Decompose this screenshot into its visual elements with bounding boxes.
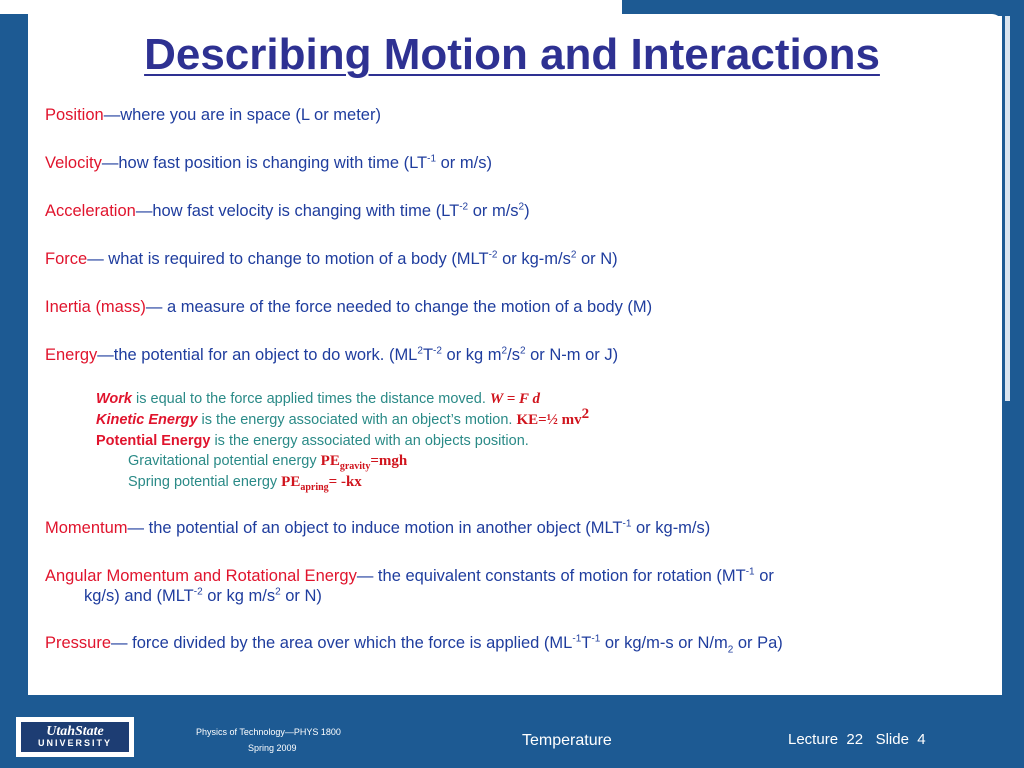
definition: —how fast position is changing with time (LT — [101, 154, 428, 172]
exponent: -2 — [433, 345, 442, 357]
definition: — the potential of an object to induce motion in another object (MLT — [127, 519, 623, 537]
formula: PE — [281, 474, 301, 490]
term: Force — [45, 250, 88, 268]
definition: is equal to the force applied times the distance moved. — [132, 391, 490, 407]
item-momentum — [45, 519, 710, 538]
formula: =mgh — [370, 453, 408, 469]
definition: or — [754, 567, 774, 585]
definition: —how fast velocity is changing with time (LT — [135, 202, 460, 220]
formula: PE — [320, 453, 340, 469]
exponent: -1 — [745, 566, 755, 578]
university-logo — [14, 715, 136, 759]
definition: or kg/m-s or N/m — [600, 634, 728, 652]
definition: or N) — [280, 587, 322, 605]
slide-number — [788, 731, 926, 748]
exponent: -2 — [459, 201, 469, 213]
exponent: -1 — [591, 633, 601, 645]
logo-plate — [21, 722, 129, 752]
formula: = -kx — [328, 474, 362, 490]
formula: KE=½ mv — [516, 412, 582, 428]
logo-wordmark: UtahState — [46, 724, 104, 739]
frame-top-gap — [0, 0, 622, 14]
energy-potential — [96, 433, 529, 449]
exponent: -1 — [427, 153, 437, 165]
definition: —where you are in space (L or meter) — [103, 106, 381, 124]
item-energy — [45, 346, 618, 365]
frame-left — [0, 0, 28, 695]
term: Energy — [45, 346, 98, 364]
definition: or N-m or J) — [525, 346, 619, 364]
term: Angular Momentum and Rotational Energy — [45, 567, 357, 585]
lecture-topic: Temperature — [522, 732, 612, 749]
definition: or N) — [576, 250, 618, 268]
item-angular-momentum — [45, 567, 774, 586]
definition: or kg m/s — [202, 587, 276, 605]
formula-subscript: apring — [300, 481, 329, 493]
definition: ) — [524, 202, 530, 220]
definition: — a measure of the force needed to change the motion of a body (M) — [145, 298, 653, 316]
slide-index: 4 — [917, 731, 926, 748]
logo-subtitle: UNIVERSITY — [37, 738, 112, 748]
term: Pressure — [45, 634, 112, 652]
definition: or kg-m/s — [497, 250, 571, 268]
definition: or m/s) — [436, 154, 492, 172]
definition: — what is required to change to motion of a body (MLT — [87, 250, 489, 268]
term: Potential Energy — [96, 433, 211, 449]
exponent: 2 — [518, 201, 525, 213]
formula-subscript: gravity — [339, 460, 371, 472]
definition: —the potential for an object to do work. (ML — [97, 346, 418, 364]
term: Momentum — [45, 519, 128, 537]
term: Velocity — [45, 154, 102, 172]
definition: — the equivalent constants of motion for rotation (MT — [356, 567, 746, 585]
definition: is the energy associated with an object’s motion. — [197, 412, 517, 428]
term: Acceleration — [45, 202, 136, 220]
exponent: -2 — [193, 586, 203, 598]
definition: is the energy associated with an objects position. — [210, 433, 529, 449]
formula-exponent: 2 — [581, 406, 590, 423]
definition: — force divided by the area over which the force is applied (ML — [111, 634, 573, 652]
lecture-number: 22 — [846, 731, 864, 748]
exponent: -2 — [488, 249, 498, 261]
exponent: 2 — [501, 345, 508, 357]
exponent: 2 — [417, 345, 423, 357]
exponent: 2 — [519, 345, 526, 357]
course-term: Spring 2009 — [248, 743, 297, 753]
definition: or Pa) — [733, 634, 783, 652]
item-angular-momentum-cont — [84, 587, 322, 606]
energy-spring — [128, 474, 362, 491]
item-acceleration — [45, 202, 530, 221]
term: Inertia (mass) — [45, 298, 146, 316]
course-name: Physics of Technology—PHYS 1800 — [196, 727, 341, 737]
exponent: -1 — [572, 633, 582, 645]
lecture-label: Lecture — [788, 731, 839, 748]
energy-work — [96, 391, 540, 408]
energy-kinetic — [96, 406, 590, 429]
item-pressure — [45, 633, 783, 656]
term: Work — [96, 391, 132, 407]
exponent: 2 — [570, 249, 577, 261]
item-velocity — [45, 154, 492, 173]
item-inertia — [45, 298, 652, 317]
definition: Spring potential energy — [128, 474, 282, 490]
slide-title: Describing Motion and Interactions — [144, 30, 880, 79]
definition: T — [422, 346, 434, 364]
definition: Gravitational potential energy — [128, 453, 321, 469]
definition: T — [581, 634, 592, 652]
formula: W = F d — [489, 391, 540, 407]
subscript: 2 — [727, 644, 734, 656]
item-force — [45, 250, 618, 269]
definition: kg/s) and (MLT — [84, 587, 194, 605]
item-position — [45, 106, 381, 125]
slide-label: Slide — [875, 731, 909, 748]
definition: or m/s — [468, 202, 519, 220]
energy-gravitational — [128, 453, 407, 470]
definition: /s — [507, 346, 520, 364]
exponent: -1 — [622, 518, 632, 530]
term: Kinetic Energy — [96, 412, 198, 428]
definition: or kg-m/s) — [631, 519, 711, 537]
exponent: 2 — [275, 586, 281, 598]
definition: or kg m — [441, 346, 502, 364]
term: Position — [45, 106, 104, 124]
